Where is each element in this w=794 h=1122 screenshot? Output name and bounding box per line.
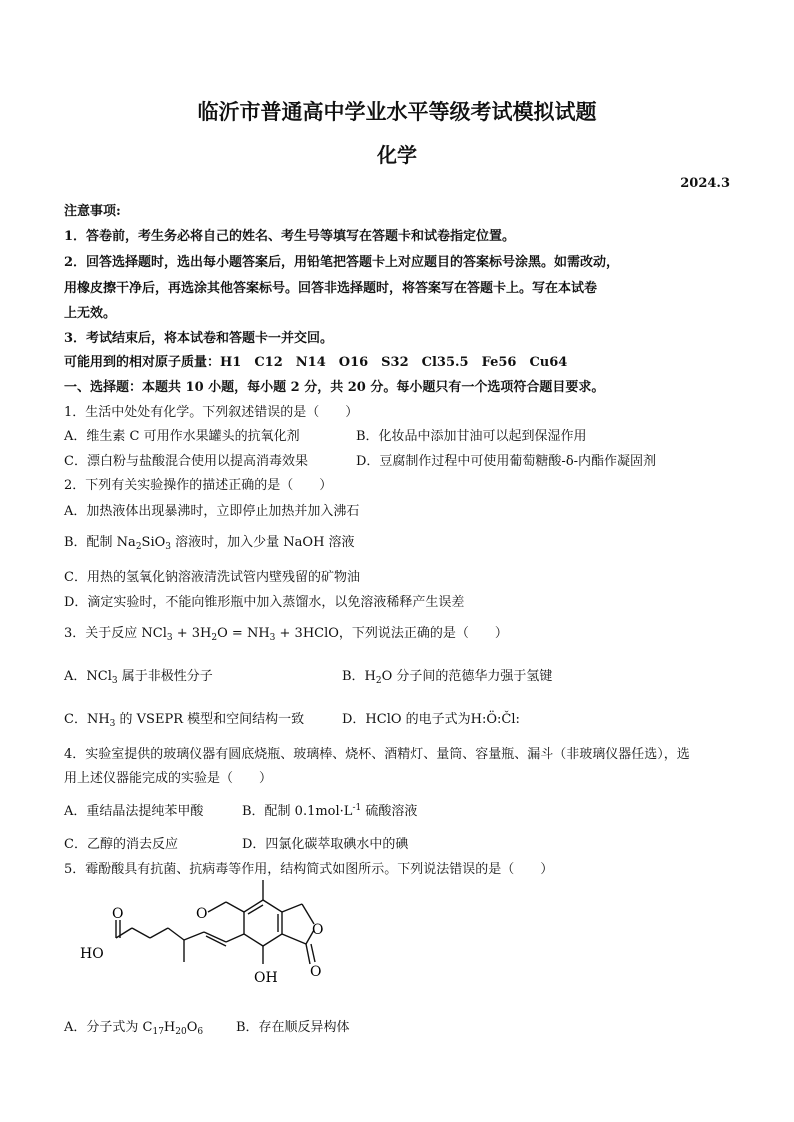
q2-stem: 2．下列有关实验操作的描述正确的是（ ） — [64, 478, 333, 493]
q1-option-b: B．化妆品中添加甘油可以起到保湿作用 — [356, 429, 587, 444]
label-ho: HO — [80, 946, 104, 962]
exam-title: 临沂市普通高中学业水平等级考试模拟试题 — [197, 99, 597, 124]
q4-option-a: A．重结晶法提纯苯甲酸 — [64, 804, 204, 819]
q5-option-a: A．分子式为 $C_{17}H_{20}O_6$ — [64, 1020, 204, 1037]
exam-date: 2024.3 — [680, 176, 730, 191]
q5-stem: 5．霉酚酸具有抗菌、抗病毒等作用，结构简式如图所示。下列说法错误的是（ ） — [64, 862, 554, 877]
q2-option-c: C．用热的氢氧化钠溶液清洗试管内壁残留的矿物油 — [64, 570, 360, 585]
atomic-masses: 可能用到的相对原子质量：H1 C12 N14 O16 S32 Cl35.5 Fe56 Cu64 — [64, 355, 568, 370]
label-o-methoxy: O — [196, 906, 208, 922]
q3-option-a: A．NCl$_3$ 属于非极性分子 — [64, 669, 213, 686]
q1-option-c: C．漂白粉与盐酸混合使用以提高消毒效果 — [64, 454, 308, 469]
q5-option-b: B．存在顺反异构体 — [236, 1020, 350, 1035]
q3-option-c: C．$NH_3$ 的 VSEPR 模型和空间结构一致 — [64, 712, 305, 729]
q3-option-d: D．HClO 的电子式为H:Ö:Čl: — [342, 712, 520, 727]
q1-option-d: D．豆腐制作过程中可使用葡萄糖酸-δ-内酯作凝固剂 — [356, 454, 657, 469]
q2-option-a: A．加热液体出现暴沸时，立即停止加热并加入沸石 — [64, 504, 360, 519]
q4-stem-cont: 用上述仪器能完成的实验是（ ） — [64, 771, 273, 786]
notice-item: 用橡皮擦干净后，再选涂其他答案标号。回答非选择题时，将答案写在答题卡上。写在本试卷 — [64, 281, 598, 296]
label-o-acid: O — [112, 906, 124, 922]
q4-stem: 4．实验室提供的玻璃仪器有圆底烧瓶、玻璃棒、烧杯、酒精灯、量筒、容量瓶、漏斗（非玻璃仪器任选），选 — [64, 747, 690, 762]
notice-heading: 注意事项: — [64, 204, 121, 219]
q3-option-b: B．$H_2O$ 分子间的范德华力强于氢键 — [342, 669, 553, 686]
label-o-ring: O — [312, 922, 324, 938]
q1-option-a: A．维生素 C 可用作水果罐头的抗氧化剂 — [64, 429, 300, 444]
notice-item: 3．考试结束后，将本试卷和答题卡一并交回。 — [64, 331, 334, 346]
q3-stem: 3．关于反应 $NCl_3 + 3H_2O = NH_3$ + 3HClO，下列说法正确的是（ ） — [64, 626, 508, 643]
section-heading: 一、选择题：本题共 10 小题，每小题 2 分，共 20 分。每小题只有一个选项符合题目要求。 — [64, 380, 605, 395]
q4-option-d: D．四氯化碳萃取碘水中的碘 — [242, 837, 409, 852]
q1-stem: 1．生活中处处有化学。下列叙述错误的是（ ） — [64, 405, 359, 420]
q4-option-b: B．配制 $0.1mol\cdot L^{-1}$ 硫酸溶液 — [242, 803, 418, 819]
label-oh: OH — [254, 970, 278, 986]
subject-title: 化学 — [377, 143, 417, 167]
notice-item: 1．答卷前，考生务必将自己的姓名、考生号等填写在答题卡和试卷指定位置。 — [64, 229, 516, 244]
electron-formula: H:Ö:Čl: — [470, 712, 520, 727]
notice-item: 2．回答选择题时，选出每小题答案后，用铅笔把答题卡上对应题目的答案标号涂黑。如需改动， — [64, 255, 620, 270]
mycophenolic-acid-structure — [76, 872, 366, 1002]
q2-option-d: D．滴定实验时，不能向锥形瓶中加入蒸馏水，以免溶液稀释产生误差 — [64, 595, 465, 610]
notice-item: 上无效。 — [64, 306, 117, 321]
q2-option-b: B．配制 $Na_2SiO_3$ 溶液时，加入少量 NaOH 溶液 — [64, 535, 355, 552]
q4-option-c: C．乙醇的消去反应 — [64, 837, 178, 852]
label-o-carbonyl: O — [310, 964, 322, 980]
